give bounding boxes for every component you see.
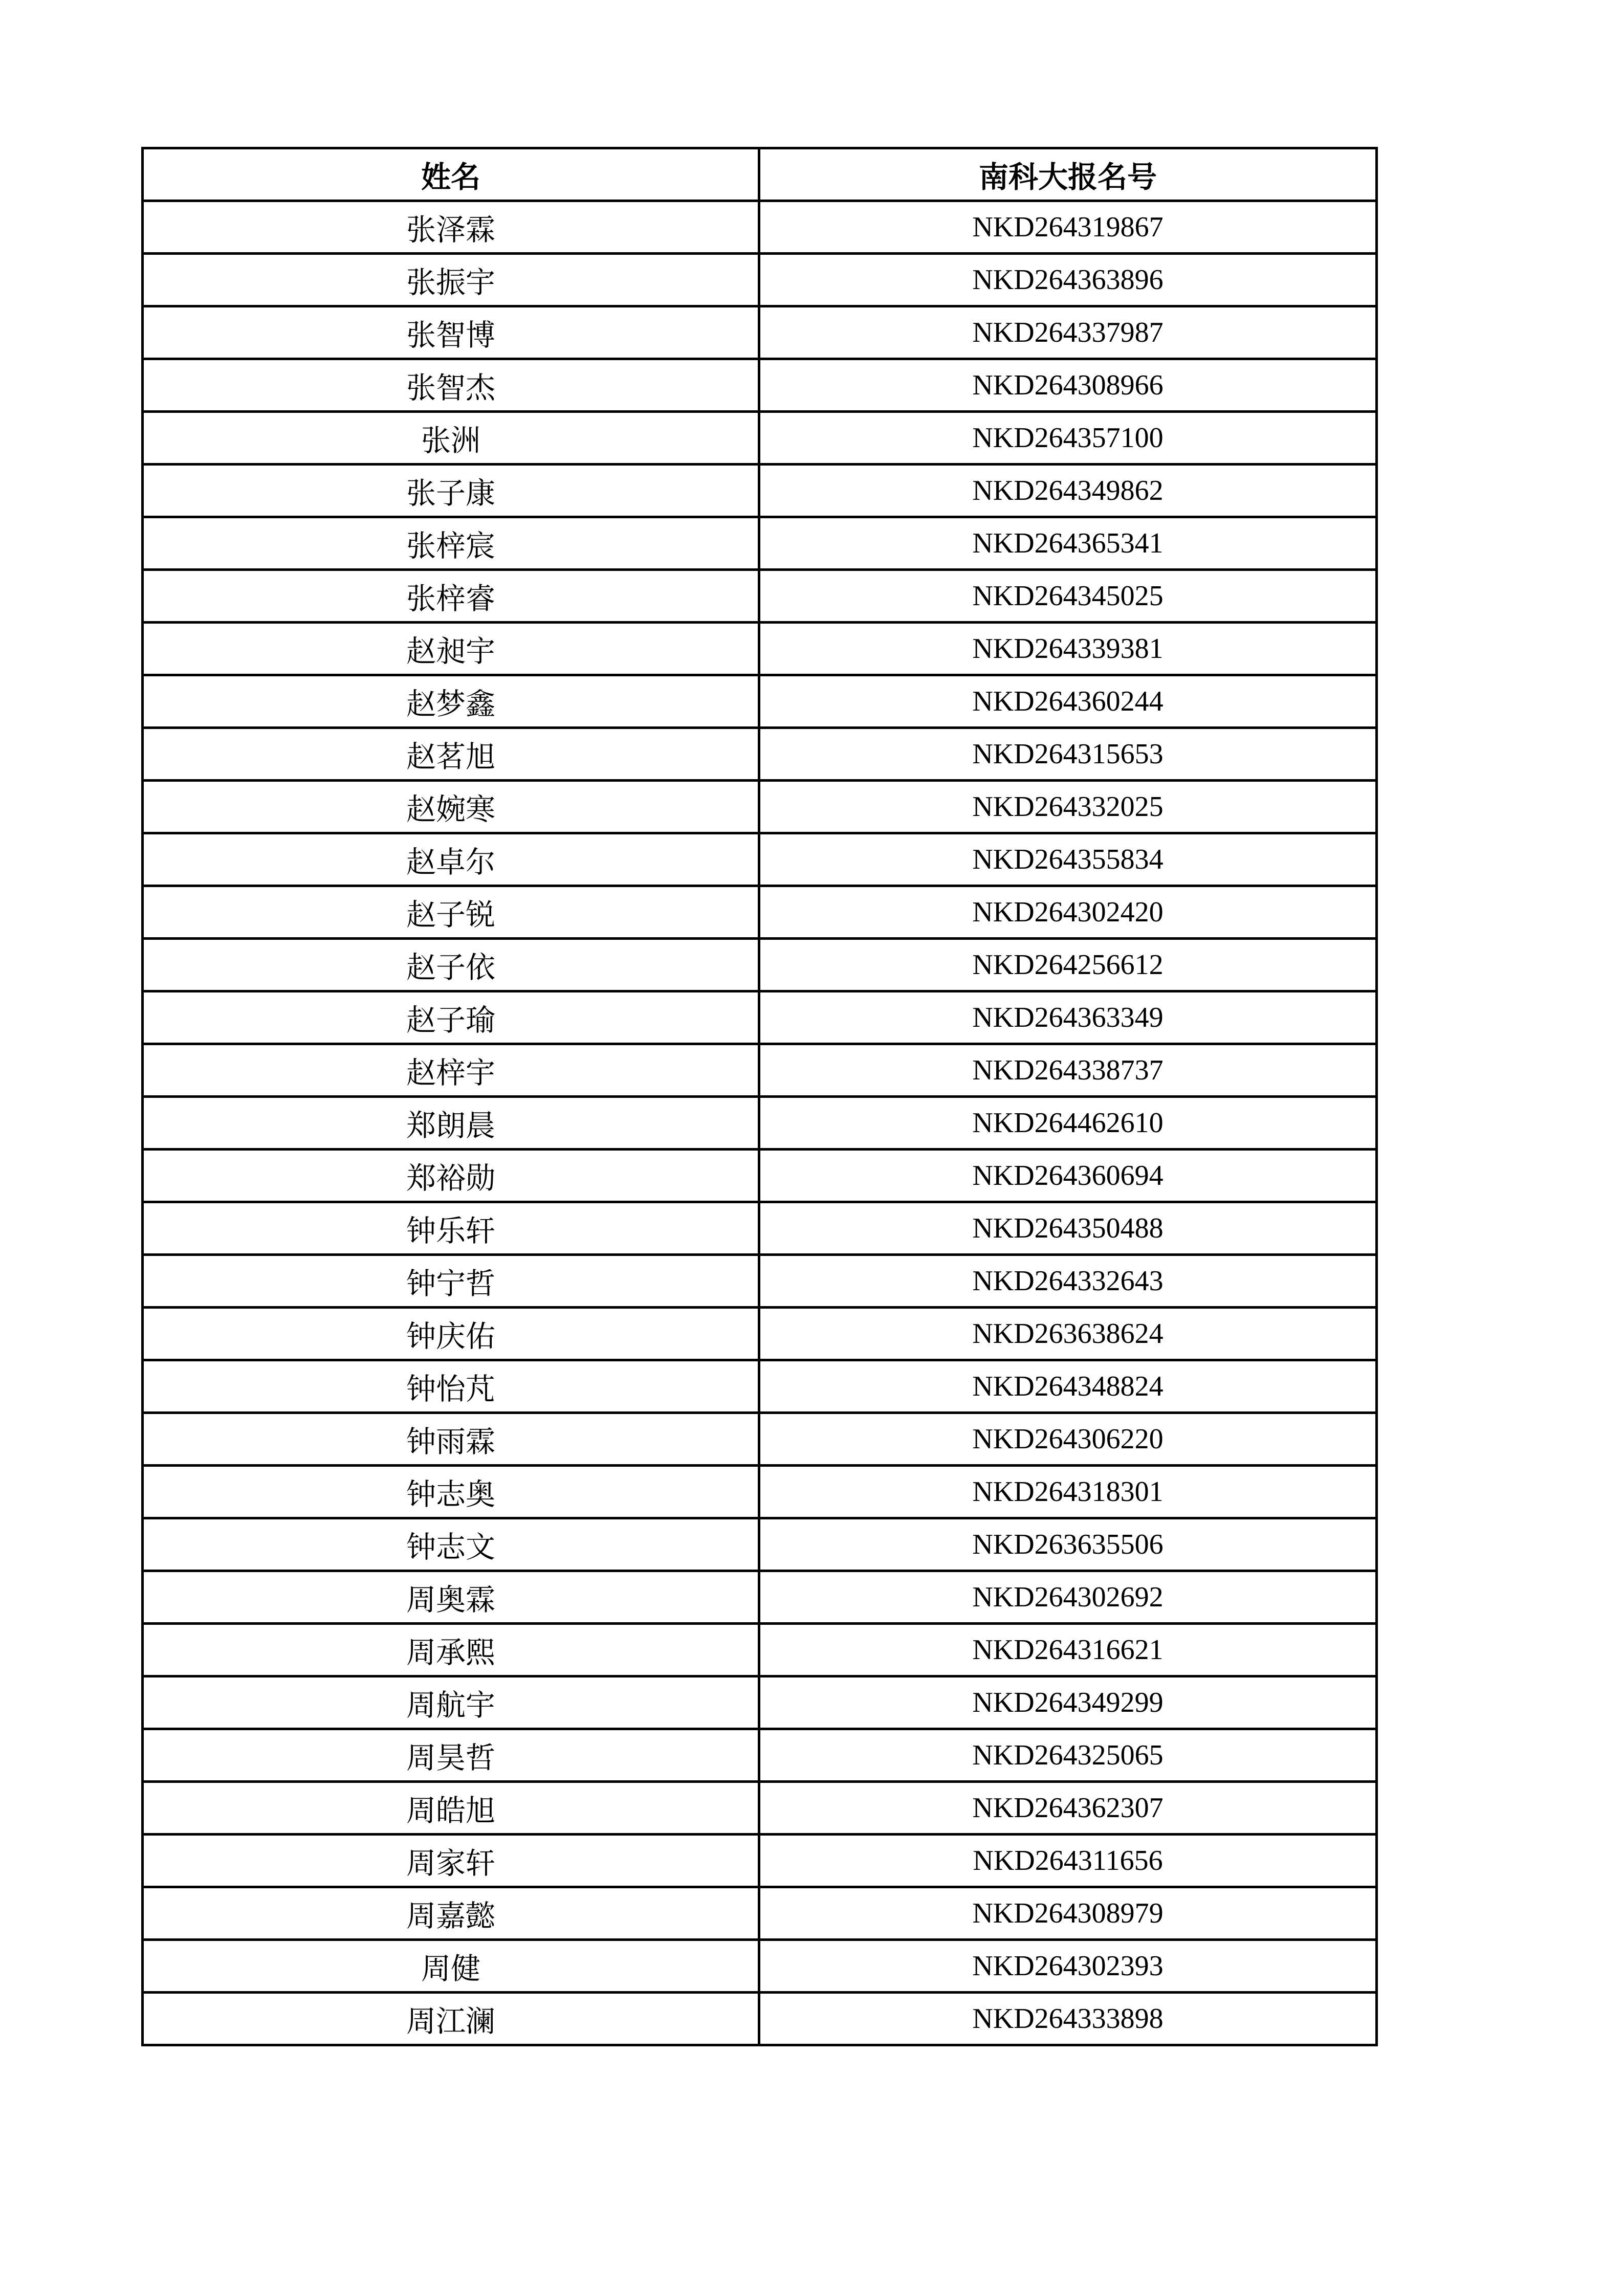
table-row xyxy=(143,833,1377,886)
table-row xyxy=(143,1835,1377,1887)
registration-number-cell: NKD264332643 xyxy=(759,1255,1377,1308)
student-name-cell: 周承熙 xyxy=(143,1624,759,1676)
table-row xyxy=(143,1466,1377,1518)
column-header-name: 姓名 xyxy=(143,148,759,201)
registration-number-cell: NKD264362307 xyxy=(759,1782,1377,1835)
student-name-cell: 周家轩 xyxy=(143,1835,759,1887)
student-name-cell: 赵梦鑫 xyxy=(143,675,759,728)
student-name-cell: 赵婉寒 xyxy=(143,781,759,833)
student-name-cell: 赵子依 xyxy=(143,939,759,991)
student-name-cell: 赵卓尔 xyxy=(143,833,759,886)
student-name-cell: 周健 xyxy=(143,1940,759,1993)
student-name-cell: 钟志文 xyxy=(143,1518,759,1571)
table-row xyxy=(143,1044,1377,1097)
student-name-cell: 张智博 xyxy=(143,306,759,359)
registration-number-cell: NKD264315653 xyxy=(759,728,1377,781)
table-row xyxy=(143,675,1377,728)
table-row xyxy=(143,1097,1377,1150)
table-row xyxy=(143,623,1377,675)
student-name-cell: 钟志奥 xyxy=(143,1466,759,1518)
table-row xyxy=(143,886,1377,939)
registration-number-cell: NKD264316621 xyxy=(759,1624,1377,1676)
registration-number-cell: NKD264308966 xyxy=(759,359,1377,412)
student-name-cell: 张梓睿 xyxy=(143,570,759,623)
table-row xyxy=(143,1518,1377,1571)
table-row xyxy=(143,1202,1377,1255)
registration-number-cell: NKD264319867 xyxy=(759,201,1377,254)
student-name-cell: 钟雨霖 xyxy=(143,1413,759,1466)
student-name-cell: 张洲 xyxy=(143,412,759,465)
header-row xyxy=(143,148,1377,201)
registration-table xyxy=(141,147,1378,2046)
registration-number-cell: NKD263635506 xyxy=(759,1518,1377,1571)
table-row xyxy=(143,1150,1377,1202)
student-name-cell: 郑朗晨 xyxy=(143,1097,759,1150)
registration-number-cell: NKD264360694 xyxy=(759,1150,1377,1202)
table-row xyxy=(143,1676,1377,1729)
registration-number-cell: NKD264311656 xyxy=(759,1835,1377,1887)
registration-number-cell: NKD264357100 xyxy=(759,412,1377,465)
registration-number-cell: NKD264355834 xyxy=(759,833,1377,886)
student-name-cell: 赵子锐 xyxy=(143,886,759,939)
table-row xyxy=(143,1993,1377,2045)
student-name-cell: 张振宇 xyxy=(143,254,759,306)
student-name-cell: 赵梓宇 xyxy=(143,1044,759,1097)
table-row xyxy=(143,359,1377,412)
registration-number-cell: NKD264302692 xyxy=(759,1571,1377,1624)
student-name-cell: 赵茗旭 xyxy=(143,728,759,781)
table-row xyxy=(143,1782,1377,1835)
student-name-cell: 赵子瑜 xyxy=(143,991,759,1044)
table-row xyxy=(143,517,1377,570)
registration-number-cell: NKD264349299 xyxy=(759,1676,1377,1729)
table-row xyxy=(143,1308,1377,1360)
student-name-cell: 周嘉懿 xyxy=(143,1887,759,1940)
registration-number-cell: NKD264337987 xyxy=(759,306,1377,359)
table-row xyxy=(143,728,1377,781)
student-name-cell: 张泽霖 xyxy=(143,201,759,254)
registration-number-cell: NKD264338737 xyxy=(759,1044,1377,1097)
registration-number-cell: NKD264345025 xyxy=(759,570,1377,623)
table-row xyxy=(143,465,1377,517)
student-name-cell: 张智杰 xyxy=(143,359,759,412)
student-name-cell: 周皓旭 xyxy=(143,1782,759,1835)
registration-number-cell: NKD264365341 xyxy=(759,517,1377,570)
table-row xyxy=(143,306,1377,359)
registration-number-cell: NKD264363349 xyxy=(759,991,1377,1044)
student-name-cell: 周昊哲 xyxy=(143,1729,759,1782)
registration-number-cell: NKD264308979 xyxy=(759,1887,1377,1940)
student-name-cell: 周奥霖 xyxy=(143,1571,759,1624)
student-name-cell: 周航宇 xyxy=(143,1676,759,1729)
table-row xyxy=(143,1729,1377,1782)
table-header xyxy=(143,148,1377,201)
registration-number-cell: NKD263638624 xyxy=(759,1308,1377,1360)
table-row xyxy=(143,201,1377,254)
student-name-cell: 钟宁哲 xyxy=(143,1255,759,1308)
student-name-cell: 钟怡芃 xyxy=(143,1360,759,1413)
table-row xyxy=(143,939,1377,991)
registration-number-cell: NKD264302420 xyxy=(759,886,1377,939)
table-row xyxy=(143,1360,1377,1413)
table-body xyxy=(143,201,1377,2045)
student-name-cell: 张梓宸 xyxy=(143,517,759,570)
table-row xyxy=(143,991,1377,1044)
registration-number-cell: NKD264462610 xyxy=(759,1097,1377,1150)
registration-number-cell: NKD264350488 xyxy=(759,1202,1377,1255)
registration-number-cell: NKD264333898 xyxy=(759,1993,1377,2045)
table-row xyxy=(143,1887,1377,1940)
registration-number-cell: NKD264349862 xyxy=(759,465,1377,517)
registration-number-cell: NKD264325065 xyxy=(759,1729,1377,1782)
table-row xyxy=(143,1571,1377,1624)
registration-number-cell: NKD264318301 xyxy=(759,1466,1377,1518)
registration-number-cell: NKD264306220 xyxy=(759,1413,1377,1466)
table-row xyxy=(143,781,1377,833)
student-name-cell: 钟庆佑 xyxy=(143,1308,759,1360)
registration-number-cell: NKD264339381 xyxy=(759,623,1377,675)
table-row xyxy=(143,1255,1377,1308)
table-row xyxy=(143,570,1377,623)
registration-number-cell: NKD264360244 xyxy=(759,675,1377,728)
student-name-cell: 赵昶宇 xyxy=(143,623,759,675)
registration-number-cell: NKD264302393 xyxy=(759,1940,1377,1993)
student-name-cell: 周江澜 xyxy=(143,1993,759,2045)
table-row xyxy=(143,1624,1377,1676)
student-name-cell: 钟乐轩 xyxy=(143,1202,759,1255)
registration-number-cell: NKD264332025 xyxy=(759,781,1377,833)
student-name-cell: 郑裕勋 xyxy=(143,1150,759,1202)
registration-number-cell: NKD264348824 xyxy=(759,1360,1377,1413)
student-name-cell: 张子康 xyxy=(143,465,759,517)
registration-number-cell: NKD264363896 xyxy=(759,254,1377,306)
table-row xyxy=(143,1413,1377,1466)
table-row xyxy=(143,1940,1377,1993)
column-header-registration-no: 南科大报名号 xyxy=(759,148,1377,201)
table-row xyxy=(143,254,1377,306)
registration-number-cell: NKD264256612 xyxy=(759,939,1377,991)
table-row xyxy=(143,412,1377,465)
